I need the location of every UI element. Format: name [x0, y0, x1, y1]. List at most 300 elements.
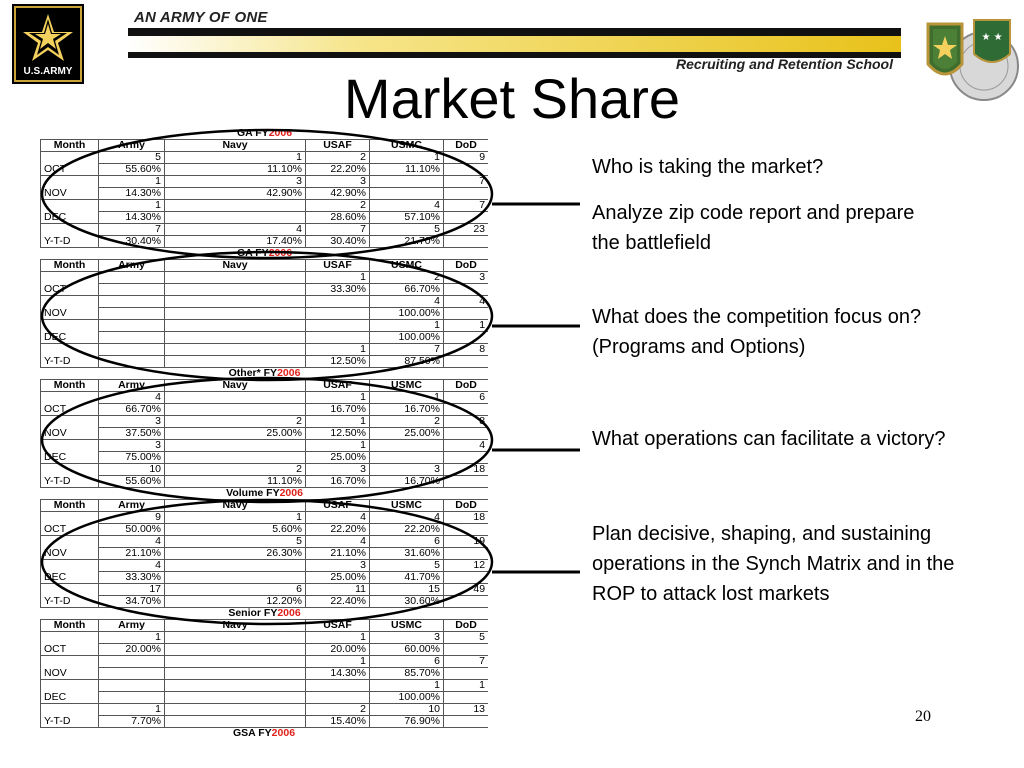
count-cell: 4 — [99, 536, 165, 548]
table-title-year: 2006 — [271, 728, 296, 739]
market-table-0 — [40, 128, 488, 248]
count-cell: 1 — [370, 152, 444, 164]
count-cell — [165, 272, 306, 284]
count-cell: 11 — [306, 584, 370, 596]
percent-cell — [165, 452, 306, 464]
month-cell: DEC — [41, 440, 99, 464]
percent-cell: 33.30% — [99, 572, 165, 584]
percent-cell: 15.40% — [306, 716, 370, 728]
column-header: USAF — [306, 260, 370, 272]
column-header: Month — [41, 500, 99, 512]
count-cell: 1 — [99, 176, 165, 188]
count-cell: 4 — [444, 440, 489, 452]
count-cell: 2 — [370, 272, 444, 284]
market-share-tables — [40, 128, 488, 744]
percent-cell — [306, 692, 370, 704]
percent-cell — [444, 668, 489, 680]
percent-cell — [99, 332, 165, 344]
percent-cell — [444, 308, 489, 320]
percent-cell: 25.00% — [165, 428, 306, 440]
percent-cell — [99, 668, 165, 680]
percent-cell: 57.10% — [370, 212, 444, 224]
column-header: Month — [41, 260, 99, 272]
table-row — [41, 392, 489, 404]
count-cell: 18 — [444, 464, 489, 476]
count-cell — [165, 296, 306, 308]
column-header: USMC — [370, 140, 444, 152]
table-row — [41, 296, 489, 308]
count-cell — [165, 656, 306, 668]
svg-text:★ ★: ★ ★ — [981, 32, 1003, 43]
count-cell: 6 — [370, 656, 444, 668]
percent-cell — [444, 644, 489, 656]
percent-cell — [444, 716, 489, 728]
count-cell: 1 — [99, 200, 165, 212]
percent-cell: 16.70% — [306, 404, 370, 416]
table-row — [41, 596, 489, 608]
note-plan-operations: Plan decisive, shaping, and sustaining operations in the Synch Matrix and in the ROP to attack lost markets — [592, 523, 955, 605]
count-cell: 23 — [444, 224, 489, 236]
slogan-text: AN ARMY OF ONE — [134, 9, 268, 26]
slide-title: Market Share — [343, 67, 681, 130]
percent-cell — [99, 284, 165, 296]
count-cell: 8 — [444, 416, 489, 428]
percent-cell: 100.00% — [370, 308, 444, 320]
count-cell — [370, 176, 444, 188]
table-row — [41, 656, 489, 668]
percent-cell: 30.40% — [99, 236, 165, 248]
count-cell — [99, 296, 165, 308]
count-cell: 4 — [306, 536, 370, 548]
table-header-row — [41, 620, 489, 632]
count-cell: 4 — [370, 512, 444, 524]
school-name: Recruiting and Retention School — [675, 56, 893, 72]
table-row — [41, 164, 489, 176]
column-header: Month — [41, 380, 99, 392]
page-number: 20 — [915, 708, 931, 725]
count-cell — [306, 320, 370, 332]
count-cell — [306, 680, 370, 692]
count-cell: 6 — [165, 584, 306, 596]
count-cell — [165, 632, 306, 644]
month-cell: DEC — [41, 680, 99, 704]
count-cell — [99, 344, 165, 356]
count-cell: 7 — [99, 224, 165, 236]
count-cell: 1 — [99, 632, 165, 644]
note-operations-victory: What operations can facilitate a victory? — [592, 428, 946, 450]
count-cell: 7 — [444, 176, 489, 188]
table-row — [41, 572, 489, 584]
month-cell: NOV — [41, 536, 99, 560]
banner-bar-gold — [128, 36, 901, 52]
count-cell: 2 — [370, 416, 444, 428]
count-cell: 8 — [444, 344, 489, 356]
table-title-name: Volume FY — [226, 488, 280, 499]
count-cell — [99, 272, 165, 284]
count-cell: 10 — [370, 704, 444, 716]
count-cell: 3 — [165, 176, 306, 188]
percent-cell: 25.00% — [370, 428, 444, 440]
count-cell: 1 — [306, 344, 370, 356]
table-header-row — [41, 260, 489, 272]
table-row — [41, 284, 489, 296]
percent-cell: 55.60% — [99, 476, 165, 488]
table-row — [41, 428, 489, 440]
column-header: DoD — [444, 260, 489, 272]
table-row — [41, 212, 489, 224]
percent-cell: 50.00% — [99, 524, 165, 536]
table-row — [41, 224, 489, 236]
percent-cell — [165, 308, 306, 320]
count-cell: 19 — [444, 536, 489, 548]
table-title — [41, 128, 489, 140]
count-cell: 3 — [99, 440, 165, 452]
percent-cell: 14.30% — [99, 188, 165, 200]
month-cell: Y-T-D — [41, 464, 99, 488]
count-cell — [165, 704, 306, 716]
column-header: Month — [41, 140, 99, 152]
percent-cell: 5.60% — [165, 524, 306, 536]
count-cell: 1 — [306, 440, 370, 452]
percent-cell: 21.70% — [370, 236, 444, 248]
percent-cell: 25.00% — [306, 452, 370, 464]
percent-cell: 14.30% — [306, 668, 370, 680]
count-cell: 5 — [165, 536, 306, 548]
table-row — [41, 356, 489, 368]
percent-cell — [99, 356, 165, 368]
percent-cell — [99, 692, 165, 704]
column-header: Army — [99, 620, 165, 632]
table-row — [41, 440, 489, 452]
count-cell: 15 — [370, 584, 444, 596]
table-title — [41, 488, 489, 500]
count-cell: 1 — [99, 704, 165, 716]
count-cell — [99, 680, 165, 692]
percent-cell — [444, 524, 489, 536]
table-row — [41, 332, 489, 344]
percent-cell — [444, 332, 489, 344]
month-cell: NOV — [41, 416, 99, 440]
percent-cell: 85.70% — [370, 668, 444, 680]
count-cell: 1 — [165, 512, 306, 524]
note-analyze-zip: Analyze zip code report and prepare the battlefield — [592, 202, 915, 254]
count-cell: 3 — [370, 632, 444, 644]
percent-cell: 75.00% — [99, 452, 165, 464]
column-header: DoD — [444, 500, 489, 512]
table-row — [41, 200, 489, 212]
column-header: Army — [99, 260, 165, 272]
count-cell: 1 — [370, 320, 444, 332]
table-row — [41, 464, 489, 476]
count-cell: 5 — [99, 152, 165, 164]
table-title — [41, 368, 489, 380]
percent-cell — [444, 572, 489, 584]
table-row — [41, 404, 489, 416]
count-cell: 1 — [444, 320, 489, 332]
table-title-year: 2006 — [277, 608, 301, 619]
month-cell: Y-T-D — [41, 584, 99, 608]
percent-cell — [444, 692, 489, 704]
count-cell: 6 — [370, 536, 444, 548]
percent-cell: 16.70% — [306, 476, 370, 488]
count-cell: 2 — [165, 416, 306, 428]
note-who-takes-market: Who is taking the market? — [592, 156, 824, 178]
percent-cell: 100.00% — [370, 332, 444, 344]
percent-cell — [444, 596, 489, 608]
count-cell — [99, 656, 165, 668]
percent-cell — [444, 476, 489, 488]
column-header: USMC — [370, 500, 444, 512]
table-row — [41, 272, 489, 284]
table-row — [41, 668, 489, 680]
count-cell: 2 — [306, 152, 370, 164]
percent-cell: 25.00% — [306, 572, 370, 584]
count-cell: 1 — [306, 272, 370, 284]
percent-cell: 11.10% — [370, 164, 444, 176]
count-cell — [165, 560, 306, 572]
month-cell: NOV — [41, 656, 99, 680]
percent-cell: 66.70% — [99, 404, 165, 416]
count-cell: 2 — [165, 464, 306, 476]
percent-cell: 16.70% — [370, 476, 444, 488]
percent-cell: 20.00% — [306, 644, 370, 656]
percent-cell — [444, 452, 489, 464]
percent-cell: 21.10% — [99, 548, 165, 560]
percent-cell — [444, 212, 489, 224]
column-header: USAF — [306, 620, 370, 632]
percent-cell — [165, 284, 306, 296]
percent-cell — [165, 716, 306, 728]
table-row — [41, 236, 489, 248]
percent-cell: 17.40% — [165, 236, 306, 248]
table-title — [41, 248, 489, 260]
percent-cell — [165, 332, 306, 344]
column-header: USAF — [306, 380, 370, 392]
count-cell: 2 — [306, 200, 370, 212]
percent-cell — [444, 284, 489, 296]
month-cell: DEC — [41, 320, 99, 344]
month-cell: OCT — [41, 632, 99, 656]
percent-cell: 42.90% — [306, 188, 370, 200]
percent-cell: 76.90% — [370, 716, 444, 728]
table-title-year: 2006 — [268, 128, 293, 139]
month-cell: Y-T-D — [41, 344, 99, 368]
table-row — [41, 536, 489, 548]
column-header: Navy — [165, 140, 306, 152]
table-title-name: Senior FY — [228, 608, 278, 619]
percent-cell: 31.60% — [370, 548, 444, 560]
column-header: Navy — [165, 380, 306, 392]
note-competition-focus: What does the competition focus on? (Programs and Options) — [592, 306, 922, 358]
table-row — [41, 644, 489, 656]
count-cell: 4 — [370, 296, 444, 308]
count-cell: 3 — [444, 272, 489, 284]
table-title — [40, 728, 488, 739]
percent-cell: 21.10% — [306, 548, 370, 560]
percent-cell: 60.00% — [370, 644, 444, 656]
percent-cell — [165, 644, 306, 656]
percent-cell: 22.20% — [306, 524, 370, 536]
column-header: USMC — [370, 260, 444, 272]
count-cell: 1 — [165, 152, 306, 164]
table-row — [41, 452, 489, 464]
table-header-row — [41, 380, 489, 392]
table-row — [41, 680, 489, 692]
count-cell — [99, 320, 165, 332]
table-row — [41, 692, 489, 704]
column-header: DoD — [444, 380, 489, 392]
column-header: Navy — [165, 500, 306, 512]
count-cell: 5 — [370, 224, 444, 236]
count-cell — [370, 440, 444, 452]
column-header: Army — [99, 140, 165, 152]
percent-cell — [306, 308, 370, 320]
column-header: Army — [99, 500, 165, 512]
count-cell: 3 — [306, 560, 370, 572]
percent-cell — [444, 548, 489, 560]
market-table-1 — [40, 248, 488, 368]
percent-cell: 87.50% — [370, 356, 444, 368]
table-row — [41, 716, 489, 728]
percent-cell: 30.40% — [306, 236, 370, 248]
month-cell: OCT — [41, 512, 99, 536]
table-row — [41, 344, 489, 356]
percent-cell: 41.70% — [370, 572, 444, 584]
count-cell: 4 — [99, 392, 165, 404]
count-cell: 5 — [370, 560, 444, 572]
count-cell: 3 — [99, 416, 165, 428]
count-cell — [165, 344, 306, 356]
month-cell: OCT — [41, 272, 99, 296]
month-cell: DEC — [41, 200, 99, 224]
count-cell: 12 — [444, 560, 489, 572]
percent-cell — [165, 692, 306, 704]
count-cell: 13 — [444, 704, 489, 716]
count-cell: 4 — [370, 200, 444, 212]
percent-cell: 30.60% — [370, 596, 444, 608]
percent-cell — [444, 236, 489, 248]
table-title — [41, 608, 489, 620]
count-cell: 1 — [370, 392, 444, 404]
market-table-3 — [40, 488, 488, 608]
column-header: Navy — [165, 620, 306, 632]
table-title-year: 2006 — [279, 488, 303, 499]
market-table-2 — [40, 368, 488, 488]
table-header-row — [41, 140, 489, 152]
percent-cell — [165, 572, 306, 584]
count-cell: 4 — [444, 296, 489, 308]
month-cell: OCT — [41, 152, 99, 176]
count-cell: 17 — [99, 584, 165, 596]
percent-cell: 22.40% — [306, 596, 370, 608]
percent-cell — [99, 308, 165, 320]
count-cell: 9 — [99, 512, 165, 524]
table-row — [41, 632, 489, 644]
month-cell: DEC — [41, 560, 99, 584]
percent-cell: 26.30% — [165, 548, 306, 560]
percent-cell: 37.50% — [99, 428, 165, 440]
percent-cell: 7.70% — [99, 716, 165, 728]
percent-cell: 16.70% — [370, 404, 444, 416]
percent-cell — [444, 428, 489, 440]
month-cell: NOV — [41, 296, 99, 320]
count-cell: 3 — [306, 464, 370, 476]
percent-cell: 28.60% — [306, 212, 370, 224]
market-table-4 — [40, 608, 488, 728]
percent-cell — [444, 404, 489, 416]
count-cell: 5 — [444, 632, 489, 644]
table-title-name: GA FY — [236, 248, 269, 259]
table-title-name: GA FY — [236, 128, 269, 139]
count-cell: 2 — [306, 704, 370, 716]
percent-cell — [370, 188, 444, 200]
count-cell: 1 — [370, 680, 444, 692]
count-cell — [165, 320, 306, 332]
count-cell: 4 — [99, 560, 165, 572]
count-cell: 1 — [306, 416, 370, 428]
percent-cell — [165, 356, 306, 368]
table-row — [41, 512, 489, 524]
count-cell — [165, 680, 306, 692]
table-title-name: GSA FY — [232, 728, 272, 739]
column-header: USAF — [306, 140, 370, 152]
count-cell: 3 — [370, 464, 444, 476]
market-table-5 — [40, 728, 488, 739]
table-row — [41, 416, 489, 428]
percent-cell — [165, 212, 306, 224]
percent-cell: 14.30% — [99, 212, 165, 224]
table-row — [41, 188, 489, 200]
month-cell: NOV — [41, 176, 99, 200]
month-cell: Y-T-D — [41, 224, 99, 248]
table-row — [41, 152, 489, 164]
count-cell: 7 — [306, 224, 370, 236]
logo-text: U.S.ARMY — [23, 66, 73, 77]
column-header: Army — [99, 380, 165, 392]
table-row — [41, 308, 489, 320]
table-row — [41, 584, 489, 596]
percent-cell: 20.00% — [99, 644, 165, 656]
percent-cell: 12.50% — [306, 428, 370, 440]
banner-bar-top — [128, 28, 901, 36]
column-header: USMC — [370, 380, 444, 392]
column-header: DoD — [444, 620, 489, 632]
count-cell — [165, 392, 306, 404]
table-title-name: Other* FY — [228, 368, 278, 379]
count-cell: 1 — [444, 680, 489, 692]
percent-cell: 22.20% — [370, 524, 444, 536]
percent-cell — [444, 164, 489, 176]
count-cell: 1 — [306, 656, 370, 668]
column-header: Month — [41, 620, 99, 632]
count-cell: 49 — [444, 584, 489, 596]
count-cell: 4 — [306, 512, 370, 524]
percent-cell — [444, 188, 489, 200]
percent-cell: 22.20% — [306, 164, 370, 176]
percent-cell — [306, 332, 370, 344]
count-cell: 9 — [444, 152, 489, 164]
percent-cell — [370, 452, 444, 464]
table-row — [41, 704, 489, 716]
count-cell: 3 — [306, 176, 370, 188]
percent-cell: 11.10% — [165, 476, 306, 488]
percent-cell: 12.50% — [306, 356, 370, 368]
percent-cell: 100.00% — [370, 692, 444, 704]
percent-cell: 12.20% — [165, 596, 306, 608]
column-header: DoD — [444, 140, 489, 152]
table-row — [41, 176, 489, 188]
column-header: Navy — [165, 260, 306, 272]
